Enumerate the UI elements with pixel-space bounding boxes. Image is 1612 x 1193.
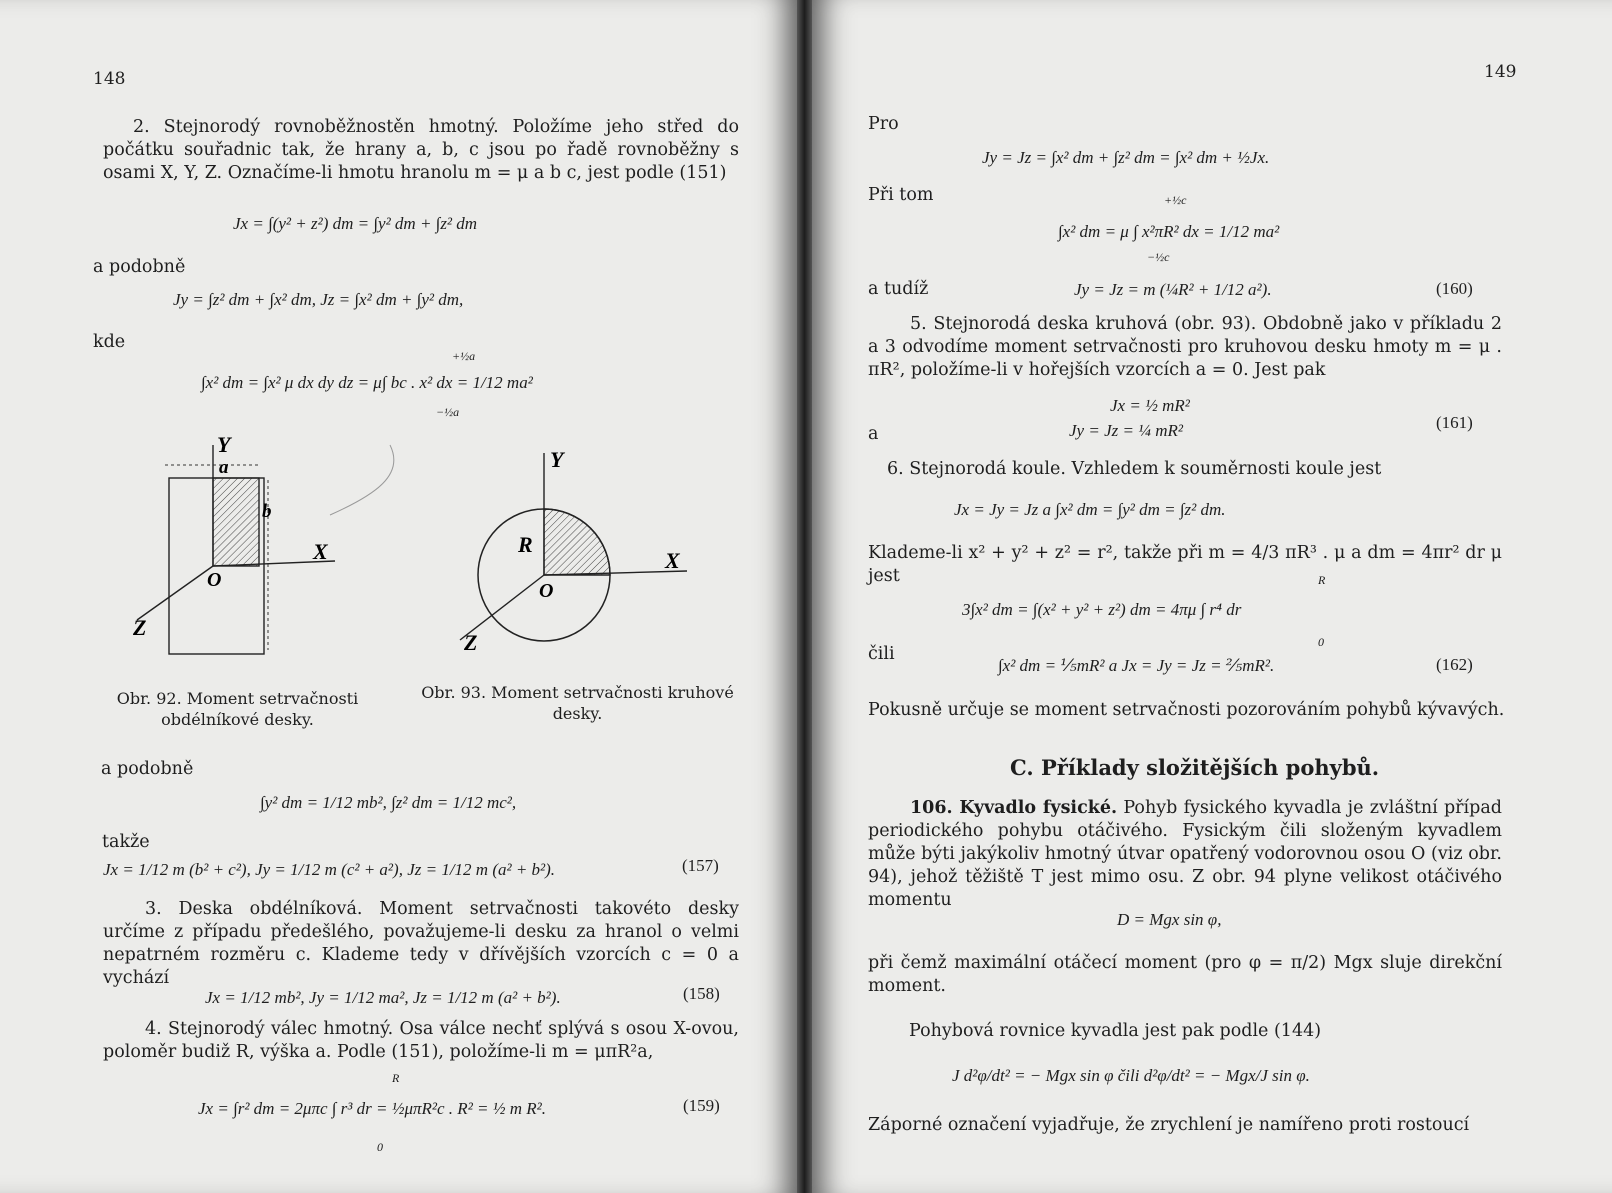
item106-text: Pohyb fysického kyvadla je zvláštní případ periodického pohybu otáčivého. Fysickým čili složeným kyvadlem může býti jakýkoliv hmotný útvar opatřený vodorovnou osou O (viz obr. 94), jehož těžiště T jest mimo osu. Z obr. 94 plyne velikost otáčivého momentu — [868, 798, 1502, 910]
fig92-label-x: X — [313, 539, 328, 564]
caption-93: Obr. 93. Moment setrvačnosti kruhové desky. — [421, 683, 734, 723]
pencil-mark — [330, 445, 394, 515]
limit-upper: +½c — [1164, 193, 1187, 207]
book-gutter — [797, 0, 812, 1193]
z-axis — [137, 566, 213, 620]
label-a-tudiz: a tudíž — [868, 279, 929, 299]
equation-x2dm: ∫x² dm = ∫x² μ dx dy dz = μ∫ bc . x² dx = 1/12 ma² — [201, 373, 533, 392]
limit-zero: 0 — [1318, 635, 1324, 649]
item5-paragraph: 5. Stejnorodá deska kruhová (obr. 93). Obdobně jako v příkladu 2 a 3 odvodíme moment setrvačnosti pro kruhovou desku hmoty m = μ . πR², položíme-li v hořejších vzorcích a = 0. Jest pak — [868, 314, 1502, 380]
fig93-label-o: O — [539, 580, 554, 602]
fig93-label-x: X — [665, 548, 680, 573]
fig92-label-z: Z — [133, 615, 147, 640]
label-pri-tom: Při tom — [868, 185, 934, 205]
equation-160: Jy = Jz = m (¼R² + 1/12 a²). — [1074, 280, 1272, 299]
caption-92: Obr. 92. Moment setrvačnosti obdélníkové desky. — [116, 689, 359, 729]
equation-161a: Jx = ½ mR² — [1110, 396, 1190, 415]
figure-92 — [125, 435, 415, 670]
klademe-paragraph: Klademe-li x² + y² + z² = r², takže při m = 4/3 πR³ . μ a dm = 4πr² dr μ jest — [868, 543, 1502, 586]
limit-lower: −½c — [1147, 250, 1170, 264]
limit-lower: −½a — [436, 405, 460, 419]
fig93-label-z: Z — [464, 630, 478, 655]
pri-cemz-paragraph: při čemž maximální otáčecí moment (pro φ = π/2) Mgx sluje direkční moment. — [868, 953, 1502, 996]
label-kde: kde — [93, 332, 126, 352]
section-heading: C. Příklady složitějších pohybů. — [1010, 755, 1380, 780]
equation-3int: 3∫x² dm = ∫(x² + y² + z²) dm = 4πμ ∫ r⁴ dr — [962, 600, 1242, 619]
equation-pro: Jy = Jz = ∫x² dm + ∫z² dm = ∫x² dm + ½Jx. — [982, 148, 1270, 167]
right-page — [812, 0, 1612, 1193]
item3-paragraph: 3. Deska obdélníková. Moment setrvačnosti takovéto desky určíme z případu předešlého, považujeme-li desku za hranol o velmi nepatrném rozměru c. Klademe tedy v dřívějších vzorcích c = 0 a vychází — [103, 899, 739, 988]
equation-162: ∫x² dm = ⅕mR² a Jx = Jy = Jz = ⅖mR². — [998, 656, 1275, 675]
fig92-label-a: a — [219, 457, 229, 478]
fig93-label-r: R — [518, 532, 533, 557]
item106-title: 106. Kyvadlo fysické. — [910, 798, 1118, 818]
equation-number-157: (157) — [682, 856, 719, 875]
fig92-label-y: Y — [217, 435, 231, 457]
equation-161b: Jy = Jz = ¼ mR² — [1069, 421, 1183, 440]
equation-159: Jx = ∫r² dm = 2μπc ∫ r³ dr = ½μπR²c . R² = ½ m R². — [198, 1099, 547, 1118]
equation-number-158: (158) — [683, 984, 720, 1003]
page-number: 148 — [93, 69, 126, 89]
fig93-label-y: Y — [550, 447, 564, 472]
pokusne-paragraph: Pokusně určuje se moment setrvačnosti pozorováním pohybů kývavých. — [868, 700, 1505, 720]
equation-number-160: (160) — [1436, 279, 1473, 298]
zaporne-paragraph: Záporné označení vyjadřuje, že zrychlení je namířeno proti rostoucí — [868, 1115, 1470, 1135]
fig92-label-o: O — [207, 569, 222, 591]
equation-158: Jx = 1/12 mb², Jy = 1/12 ma², Jz = 1/12 m (a² + b²). — [205, 988, 561, 1007]
item6-paragraph: 6. Stejnorodá koule. Vzhledem k souměrnosti koule jest — [887, 459, 1382, 479]
equation-jy-jz: Jy = ∫z² dm + ∫x² dm, Jz = ∫x² dm + ∫y² dm, — [173, 290, 464, 309]
limit-r: R — [392, 1071, 400, 1085]
item106-paragraph — [868, 797, 1502, 912]
equation-y2-z2: ∫y² dm = 1/12 mb², ∫z² dm = 1/12 mc², — [260, 793, 517, 812]
equation-motion: J d²φ/dt² = − Mgx sin φ čili d²φ/dt² = − Mgx/J sin φ. — [952, 1066, 1310, 1085]
equation-koule: Jx = Jy = Jz a ∫x² dm = ∫y² dm = ∫z² dm. — [954, 500, 1226, 519]
hatched-quadrant — [544, 509, 610, 575]
equation-jx: Jx = ∫(y² + z²) dm = ∫y² dm + ∫z² dm — [233, 214, 478, 233]
equation-d: D = Mgx sin φ, — [1117, 910, 1222, 929]
item2-paragraph: 2. Stejnorodý rovnoběžnostěn hmotný. Položíme jeho střed do počátku souřadnic tak, že hrany a, b, c jsou po řadě rovnoběžny s osami X, Y, Z. Označíme-li hmotu hranolu m = μ a b c, jest podle (151) — [103, 117, 739, 183]
left-page — [0, 0, 797, 1193]
equation-number-162: (162) — [1436, 655, 1473, 674]
limit-r: R — [1318, 573, 1326, 587]
label-takze: takže — [102, 832, 150, 852]
limit-upper: +½a — [452, 349, 476, 363]
limit-zero: 0 — [377, 1140, 383, 1154]
label-a-podobne: a podobně — [93, 257, 186, 277]
equation-pri-tom: ∫x² dm = μ ∫ x²πR² dx = 1/12 ma² — [1058, 222, 1280, 241]
figure-93 — [455, 445, 720, 675]
equation-number-159: (159) — [683, 1096, 720, 1115]
label-pro: Pro — [868, 114, 899, 134]
page-number: 149 — [1484, 62, 1517, 82]
equation-number-161: (161) — [1436, 413, 1473, 432]
pohybova-paragraph: Pohybová rovnice kyvadla jest pak podle (144) — [909, 1021, 1322, 1041]
label-cili: čili — [868, 644, 895, 664]
label-a: a — [868, 424, 879, 444]
item4-paragraph: 4. Stejnorodý válec hmotný. Osa válce nechť splývá s osou X-ovou, poloměr budiž R, výška a. Podle (151), položíme-li m = μπR²a, — [103, 1019, 739, 1062]
fig92-label-b: b — [262, 501, 272, 522]
equation-157: Jx = 1/12 m (b² + c²), Jy = 1/12 m (c² + a²), Jz = 1/12 m (a² + b²). — [103, 860, 556, 879]
label-a-podobne-2: a podobně — [101, 759, 194, 779]
hatched-quadrant — [213, 478, 259, 566]
